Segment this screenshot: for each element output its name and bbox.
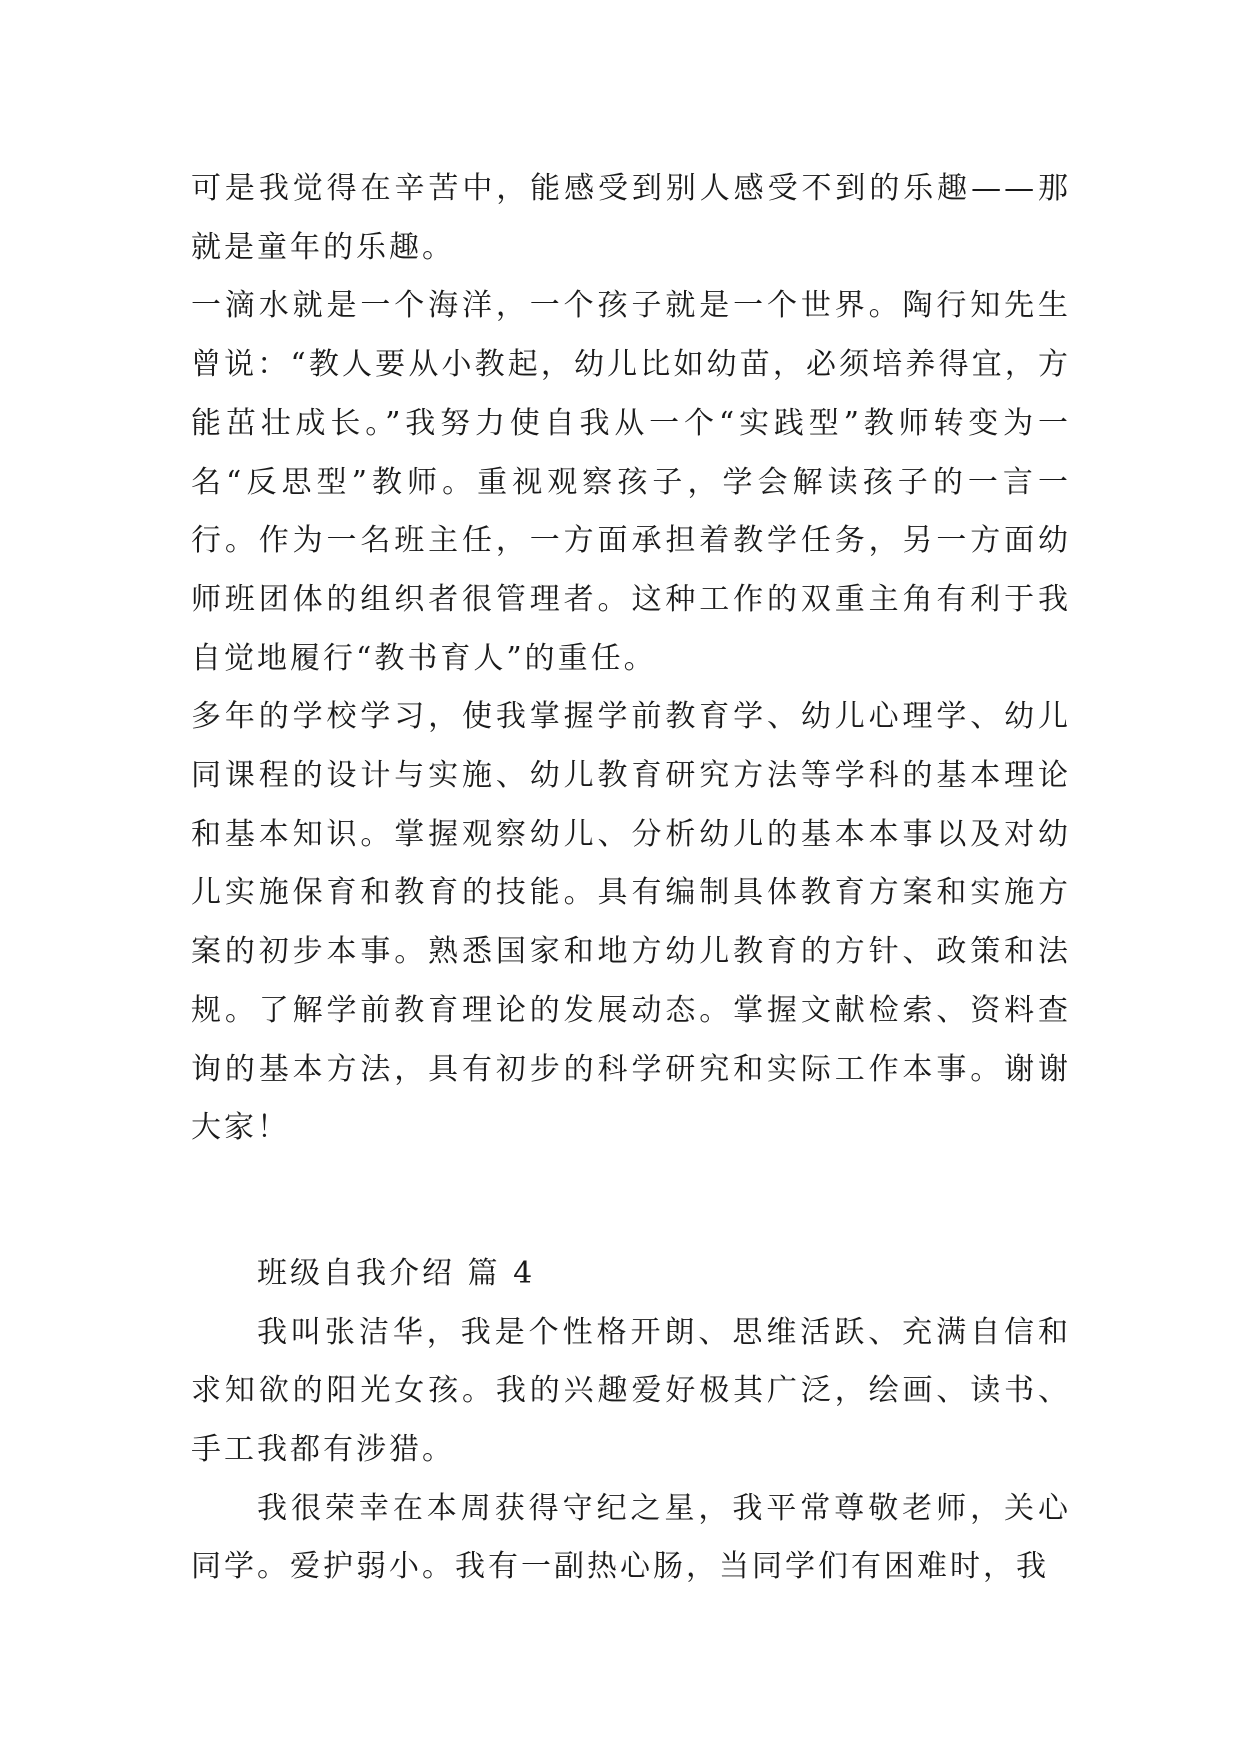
paragraph-self-introduction: 我叫张洁华，我是个性格开朗、思维活跃、充满自信和求知欲的阳光女孩。我的兴趣爱好极其广泛，绘画、读书、手工我都有涉猎。	[191, 1314, 1071, 1468]
paragraph-joy-of-childhood: 可是我觉得在辛苦中，能感受到别人感受不到的乐趣——那就是童年的乐趣。	[191, 171, 1071, 265]
document-body	[191, 160, 1071, 1597]
paragraph-education-background: 多年的学校学习，使我掌握学前教育学、幼儿心理学、幼儿同课程的设计与实施、幼儿教育研究方法等学科的基本理论和基本知识。掌握观察幼儿、分析幼儿的基本本事以及对幼儿实施保育和教育的技能。具有编制具体教育方案和实施方案的初步本事。熟悉国家和地方幼儿教育的方针、政策和法规。了解学前教育理论的发展动态。掌握文献检索、资料查询的基本方法，具有初步的科学研究和实际工作本事。谢谢大家！	[191, 699, 1071, 1146]
paragraph-discipline-star: 我很荣幸在本周获得守纪之星，我平常尊敬老师，关心同学。爱护弱小。我有一副热心肠，当同学们有困难时，我	[191, 1490, 1071, 1585]
section-spacer	[191, 1158, 1071, 1245]
section-heading: 班级自我介绍 篇 4	[257, 1255, 536, 1291]
paragraph-teaching-philosophy: 一滴水就是一个海洋，一个孩子就是一个世界。陶行知先生曾说：“教人要从小教起，幼儿比如幼苗，必须培养得宜，方能茁壮成长。”我努力使自我从一个“实践型”教师转变为一名“反思型”教师。重视观察孩子，学会解读孩子的一言一行。作为一名班主任，一方面承担着教学任务，另一方面幼师班团体的组织者很管理者。这种工作的双重主角有利于我自觉地履行“教书育人”的重任。	[191, 288, 1071, 676]
